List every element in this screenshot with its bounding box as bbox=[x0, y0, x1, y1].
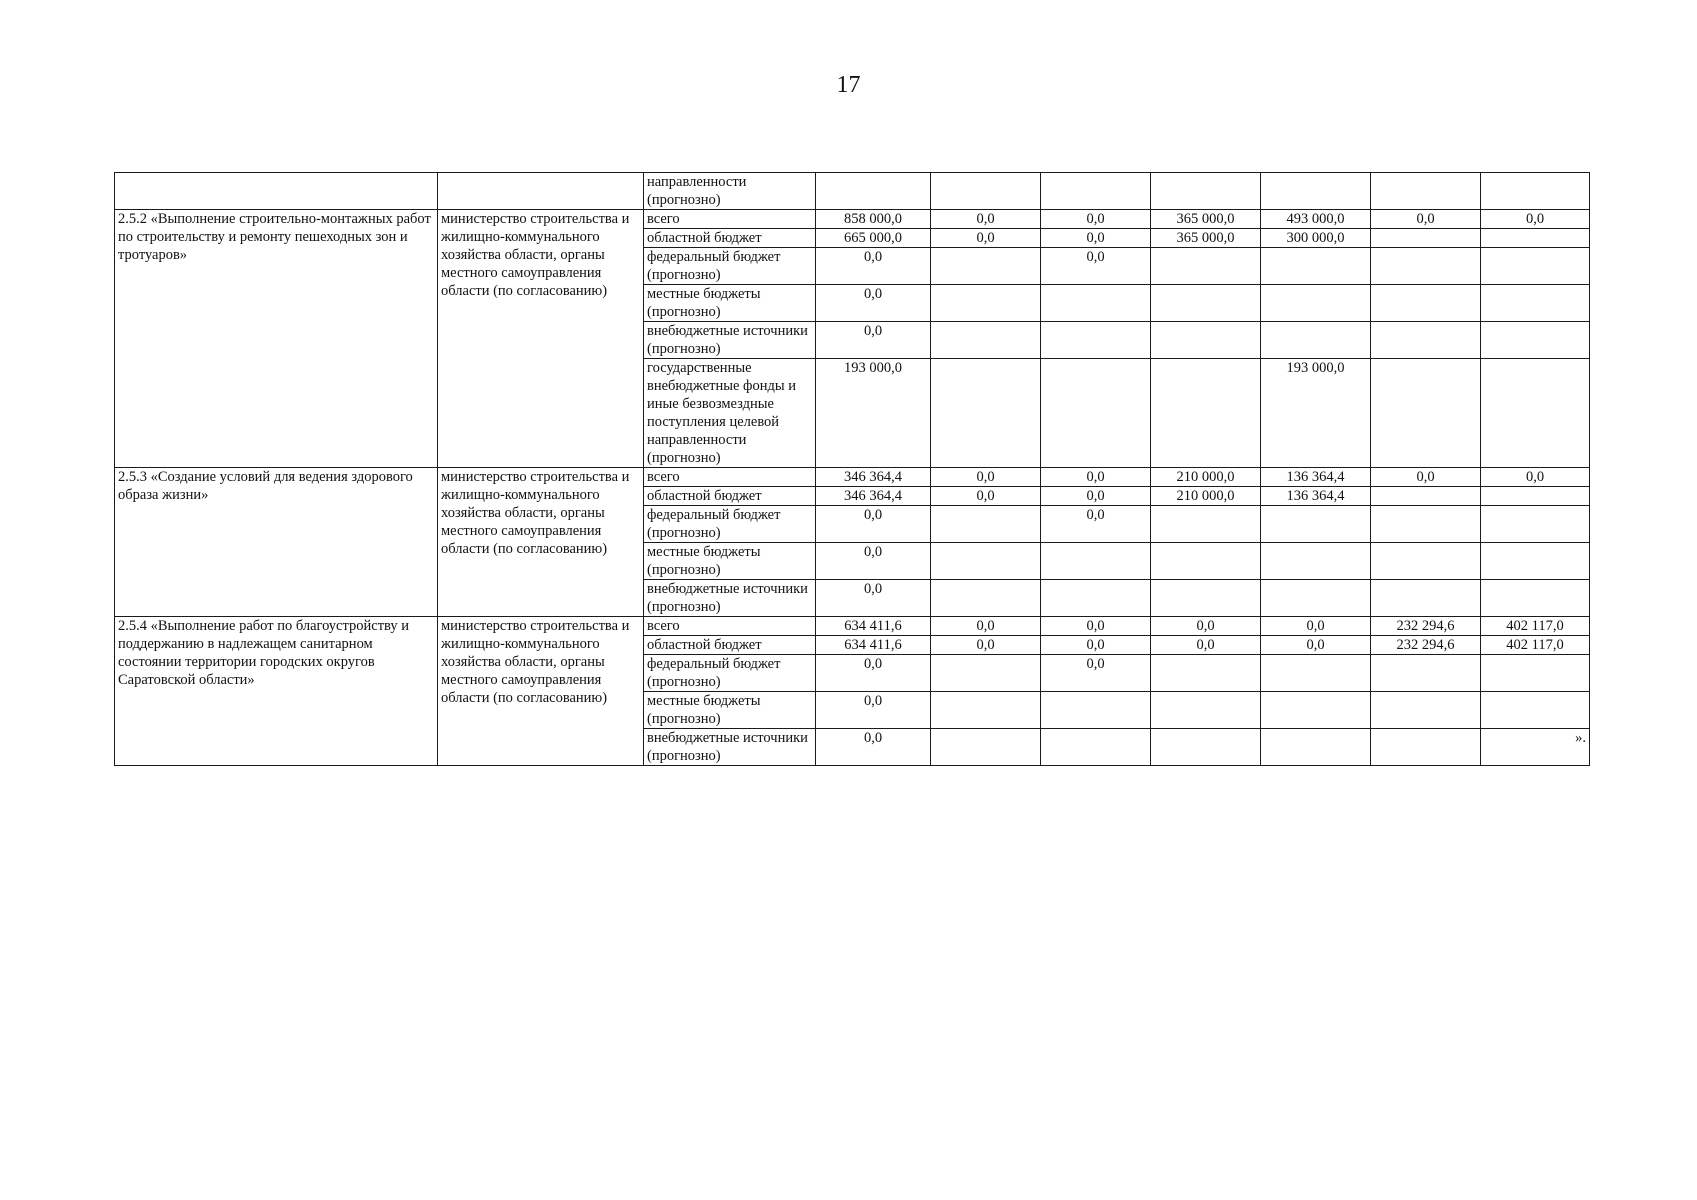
funding-source-cell: федеральный бюджет (прогнозно) bbox=[644, 506, 816, 543]
year-value-cell bbox=[1371, 322, 1481, 359]
total-value-cell: 0,0 bbox=[816, 580, 931, 617]
year-value-cell bbox=[1481, 506, 1590, 543]
year-value-cell: 0,0 bbox=[1041, 636, 1151, 655]
year-value-cell: 0,0 bbox=[1041, 617, 1151, 636]
funding-source-cell: внебюджетные источники (прогнозно) bbox=[644, 580, 816, 617]
funding-source-cell: всего bbox=[644, 617, 816, 636]
year-value-cell: 0,0 bbox=[1151, 617, 1261, 636]
year-value-cell: 0,0 bbox=[1041, 468, 1151, 487]
funding-source-cell: местные бюджеты (прогнозно) bbox=[644, 543, 816, 580]
value-cell bbox=[816, 173, 931, 210]
value-cell bbox=[1481, 173, 1590, 210]
year-value-cell: 0,0 bbox=[1041, 248, 1151, 285]
year-value-cell: 0,0 bbox=[931, 487, 1041, 506]
year-value-cell bbox=[931, 359, 1041, 468]
year-value-cell: 0,0 bbox=[1481, 210, 1590, 229]
source-cell: направленности (прогнозно) bbox=[644, 173, 816, 210]
executor-cell bbox=[438, 173, 644, 210]
total-value-cell: 665 000,0 bbox=[816, 229, 931, 248]
year-value-cell: 0,0 bbox=[1041, 487, 1151, 506]
total-value-cell: 0,0 bbox=[816, 692, 931, 729]
year-value-cell bbox=[1481, 655, 1590, 692]
year-value-cell bbox=[1481, 580, 1590, 617]
year-value-cell: 365 000,0 bbox=[1151, 210, 1261, 229]
budget-table bbox=[114, 172, 1590, 766]
year-value-cell: 0,0 bbox=[1041, 655, 1151, 692]
funding-source-cell: областной бюджет bbox=[644, 229, 816, 248]
year-value-cell bbox=[931, 322, 1041, 359]
year-value-cell bbox=[1371, 229, 1481, 248]
total-value-cell: 346 364,4 bbox=[816, 487, 931, 506]
table-row bbox=[115, 617, 1590, 636]
year-value-cell: 232 294,6 bbox=[1371, 636, 1481, 655]
funding-source-cell: областной бюджет bbox=[644, 487, 816, 506]
year-value-cell bbox=[931, 543, 1041, 580]
year-value-cell: 210 000,0 bbox=[1151, 487, 1261, 506]
year-value-cell: 0,0 bbox=[931, 617, 1041, 636]
year-value-cell: 0,0 bbox=[1371, 468, 1481, 487]
year-value-cell bbox=[1041, 359, 1151, 468]
executor-cell: министерство строительства и жилищно-коммунального хозяйства области, органы местного самоуправления области (по согласованию) bbox=[438, 617, 644, 766]
year-value-cell bbox=[931, 692, 1041, 729]
funding-source-cell: федеральный бюджет (прогнозно) bbox=[644, 248, 816, 285]
total-value-cell: 634 411,6 bbox=[816, 617, 931, 636]
year-value-cell bbox=[1041, 322, 1151, 359]
year-value-cell bbox=[1261, 285, 1371, 322]
year-value-cell bbox=[1481, 285, 1590, 322]
year-value-cell bbox=[1371, 543, 1481, 580]
executor-cell: министерство строительства и жилищно-коммунального хозяйства области, органы местного самоуправления области (по согласованию) bbox=[438, 210, 644, 468]
funding-source-cell: областной бюджет bbox=[644, 636, 816, 655]
year-value-cell: 210 000,0 bbox=[1151, 468, 1261, 487]
year-value-cell bbox=[931, 655, 1041, 692]
year-value-cell bbox=[931, 285, 1041, 322]
value-cell bbox=[1371, 173, 1481, 210]
funding-source-cell: внебюджетные источники (прогнозно) bbox=[644, 322, 816, 359]
total-value-cell: 346 364,4 bbox=[816, 468, 931, 487]
year-value-cell: 136 364,4 bbox=[1261, 487, 1371, 506]
year-value-cell bbox=[931, 729, 1041, 766]
year-value-cell bbox=[1371, 729, 1481, 766]
year-value-cell: 232 294,6 bbox=[1371, 617, 1481, 636]
funding-source-cell: местные бюджеты (прогнозно) bbox=[644, 285, 816, 322]
year-value-cell bbox=[1261, 322, 1371, 359]
year-value-cell bbox=[1371, 580, 1481, 617]
year-value-cell bbox=[1261, 729, 1371, 766]
year-value-cell bbox=[931, 506, 1041, 543]
year-value-cell: 136 364,4 bbox=[1261, 468, 1371, 487]
funding-source-cell: всего bbox=[644, 468, 816, 487]
total-value-cell: 0,0 bbox=[816, 543, 931, 580]
year-value-cell: 193 000,0 bbox=[1261, 359, 1371, 468]
year-value-cell bbox=[1371, 655, 1481, 692]
year-value-cell bbox=[1371, 487, 1481, 506]
value-cell bbox=[1041, 173, 1151, 210]
year-value-cell bbox=[1041, 692, 1151, 729]
year-value-cell bbox=[1481, 359, 1590, 468]
measure-name-cell: 2.5.4 «Выполнение работ по благоустройству и поддержанию в надлежащем санитарном состоянии территории городских округов Саратовской области» bbox=[115, 617, 438, 766]
year-value-cell: 365 000,0 bbox=[1151, 229, 1261, 248]
year-value-cell bbox=[1151, 506, 1261, 543]
executor-cell: министерство строительства и жилищно-коммунального хозяйства области, органы местного самоуправления области (по согласованию) bbox=[438, 468, 644, 617]
year-value-cell bbox=[1371, 285, 1481, 322]
year-value-cell: 493 000,0 bbox=[1261, 210, 1371, 229]
total-value-cell: 634 411,6 bbox=[816, 636, 931, 655]
year-value-cell bbox=[1151, 285, 1261, 322]
table-row bbox=[115, 210, 1590, 229]
year-value-cell: 0,0 bbox=[1481, 468, 1590, 487]
year-value-cell bbox=[1481, 229, 1590, 248]
total-value-cell: 0,0 bbox=[816, 285, 931, 322]
year-value-cell: 0,0 bbox=[931, 210, 1041, 229]
year-value-cell bbox=[931, 580, 1041, 617]
funding-source-cell: местные бюджеты (прогнозно) bbox=[644, 692, 816, 729]
year-value-cell: 0,0 bbox=[1041, 229, 1151, 248]
measure-name-cell: 2.5.3 «Создание условий для ведения здорового образа жизни» bbox=[115, 468, 438, 617]
total-value-cell: 0,0 bbox=[816, 655, 931, 692]
year-value-cell: 0,0 bbox=[931, 636, 1041, 655]
year-value-cell bbox=[1041, 543, 1151, 580]
name-cell bbox=[115, 173, 438, 210]
funding-source-cell: всего bbox=[644, 210, 816, 229]
year-value-cell: 0,0 bbox=[1371, 210, 1481, 229]
year-value-cell bbox=[1371, 692, 1481, 729]
year-value-cell bbox=[1041, 580, 1151, 617]
year-value-cell bbox=[1151, 248, 1261, 285]
year-value-cell bbox=[1481, 322, 1590, 359]
year-value-cell bbox=[1151, 322, 1261, 359]
table-body bbox=[115, 173, 1590, 766]
year-value-cell bbox=[1261, 580, 1371, 617]
year-value-cell bbox=[1261, 543, 1371, 580]
value-cell bbox=[1261, 173, 1371, 210]
year-value-cell: ». bbox=[1481, 729, 1590, 766]
year-value-cell bbox=[1151, 692, 1261, 729]
year-value-cell bbox=[1481, 692, 1590, 729]
value-cell bbox=[931, 173, 1041, 210]
year-value-cell bbox=[1261, 506, 1371, 543]
page-number: 17 bbox=[836, 72, 861, 98]
year-value-cell: 0,0 bbox=[1041, 210, 1151, 229]
funding-source-cell: федеральный бюджет (прогнозно) bbox=[644, 655, 816, 692]
year-value-cell bbox=[1371, 359, 1481, 468]
year-value-cell bbox=[1371, 248, 1481, 285]
total-value-cell: 858 000,0 bbox=[816, 210, 931, 229]
year-value-cell: 402 117,0 bbox=[1481, 617, 1590, 636]
total-value-cell: 0,0 bbox=[816, 729, 931, 766]
year-value-cell bbox=[1261, 655, 1371, 692]
year-value-cell: 300 000,0 bbox=[1261, 229, 1371, 248]
year-value-cell bbox=[1041, 285, 1151, 322]
total-value-cell: 0,0 bbox=[816, 322, 931, 359]
funding-source-cell: государственные внебюджетные фонды и иные безвозмездные поступления целевой направленности (прогнозно) bbox=[644, 359, 816, 468]
year-value-cell bbox=[1041, 729, 1151, 766]
year-value-cell bbox=[1481, 487, 1590, 506]
year-value-cell bbox=[1151, 359, 1261, 468]
funding-source-cell: внебюджетные источники (прогнозно) bbox=[644, 729, 816, 766]
year-value-cell bbox=[1151, 655, 1261, 692]
year-value-cell bbox=[1151, 729, 1261, 766]
value-cell bbox=[1151, 173, 1261, 210]
year-value-cell: 0,0 bbox=[1261, 636, 1371, 655]
year-value-cell: 0,0 bbox=[931, 468, 1041, 487]
year-value-cell: 0,0 bbox=[1261, 617, 1371, 636]
table-row bbox=[115, 468, 1590, 487]
year-value-cell: 0,0 bbox=[1041, 506, 1151, 543]
year-value-cell bbox=[1261, 248, 1371, 285]
year-value-cell: 0,0 bbox=[931, 229, 1041, 248]
year-value-cell: 402 117,0 bbox=[1481, 636, 1590, 655]
year-value-cell bbox=[1481, 543, 1590, 580]
year-value-cell: 0,0 bbox=[1151, 636, 1261, 655]
year-value-cell bbox=[1151, 543, 1261, 580]
total-value-cell: 0,0 bbox=[816, 248, 931, 285]
year-value-cell bbox=[1261, 692, 1371, 729]
year-value-cell bbox=[1481, 248, 1590, 285]
measure-name-cell: 2.5.2 «Выполнение строительно-монтажных работ по строительству и ремонту пешеходных зон и тротуаров» bbox=[115, 210, 438, 468]
year-value-cell bbox=[1151, 580, 1261, 617]
total-value-cell: 193 000,0 bbox=[816, 359, 931, 468]
year-value-cell bbox=[1371, 506, 1481, 543]
table-row bbox=[115, 173, 1590, 210]
year-value-cell bbox=[931, 248, 1041, 285]
total-value-cell: 0,0 bbox=[816, 506, 931, 543]
